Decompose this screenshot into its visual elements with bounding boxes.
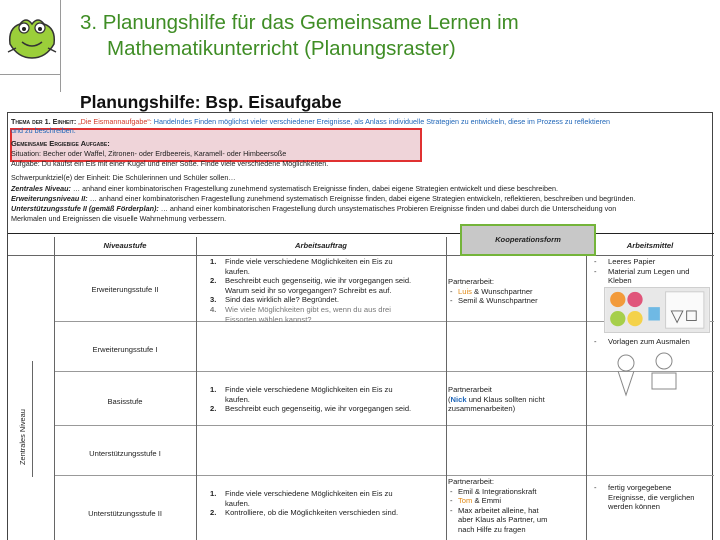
aufgabe-text: Aufgabe: Du kaufst ein Eis mit einer Kugel und einer Soße. Finde viele verschiedene Möglichkeiten.: [11, 159, 329, 168]
header-divider-vertical: [60, 0, 61, 92]
material-item: Kleben: [608, 276, 632, 286]
task-item: 4. Wie viele Möglichkeiten gibt es, wenn du aus drei Eissorten wählen kannst?: [210, 304, 391, 324]
situation-text: Situation: Becher oder Waffel, Zitronen- oder Erdbeereis, Karamell- oder Himbeersoße: [11, 149, 287, 158]
title-line-1: 3. Planungshilfe für das Gemeinsame Lernen im: [80, 11, 519, 34]
header-arbeitsmittel: Arbeitsmittel: [626, 241, 674, 250]
coop-title: Partnerarbeit:: [448, 277, 495, 286]
aufgabe-label: Gemeinsame Ergiebige Aufgabe:: [11, 139, 110, 148]
header-kooperationsform: Kooperationsform: [460, 224, 596, 256]
task-item: 1. Finde viele verschiedene Möglichkeiten ein Eis zu kaufen.: [210, 489, 393, 508]
erweiterung-line: [11, 194, 635, 203]
task-item: 1. Finde viele verschiedene Möglichkeiten ein Eis zu kaufen.: [210, 257, 393, 276]
row1-tasks: [210, 257, 446, 324]
planning-table: [8, 237, 714, 540]
row5-materials: [592, 483, 712, 512]
erweiterung-label: Erweiterungsniveau II:: [11, 194, 88, 203]
unterstuetzung-label: Unterstützungsstufe II (gemäß Förderplan):: [11, 204, 159, 213]
title-line-2: Mathematikunterricht (Planungsraster): [107, 37, 456, 60]
coop-title: Partnerarbeit: [448, 385, 492, 394]
material-item: Ereignisse, die verglichen: [608, 492, 695, 502]
unterstuetzung-text-2: Merkmalen und Ereignissen die visuelle Wahrnehmung verbessern.: [11, 214, 227, 223]
unterstuetzung-text: … anhand einer kombinatorischen Fragestellung durch unsystematisches Probieren Ereignisse finden und dabei durch die Unterscheidung von: [160, 204, 617, 213]
level-erweiterungsstufe-2: Erweiterungsstufe II: [91, 285, 159, 294]
task-item: 2. Kontrolliere, ob die Möglichkeiten verschieden sind.: [210, 508, 399, 518]
row1-materials: [592, 257, 712, 286]
level-unterstuetzungsstufe-2: Unterstützungsstufe II: [88, 509, 162, 518]
coop-note: nach Hilfe zu fragen: [458, 524, 526, 534]
task-item: 3. Sind das wirklich alle? Begründet.: [210, 295, 339, 305]
material-item: - Vorlagen zum Ausmalen: [592, 337, 712, 347]
zentral-text: … anhand einer kombinatorischen Fragestellung zunehmend systematisch Ereignisse finden, dabei eigene Strategien entwickelt und diese beschreiben.: [72, 184, 558, 193]
row3-tasks: [210, 385, 446, 414]
thema-name: „Die Eismannaufgabe“:: [78, 117, 152, 126]
level-basisstufe: Basisstufe: [107, 397, 143, 406]
material-photo: [604, 287, 710, 333]
coop-item: - Tom & Emmi: [448, 496, 584, 506]
zentral-line: [11, 184, 558, 193]
task-item: 1. Finde viele verschiedene Möglichkeiten ein Eis zu kaufen.: [210, 385, 393, 404]
planning-document: [7, 112, 713, 540]
thema-text: Handelndes Finden möglichst vieler verschiedener Ereignisse, als Anlass individuelle Strategien zu entwickeln, diese im Prozess zu reflektieren: [153, 117, 610, 126]
slide-subtitle: Planungshilfe: Bsp. Eisaufgabe: [80, 92, 342, 112]
zentral-label: Zentrales Niveau:: [11, 184, 71, 193]
row1-cooperation: [448, 277, 584, 306]
level-erweiterungsstufe-1: Erweiterungsstufe I: [92, 345, 158, 354]
coop-note: aber Klaus als Partner, um: [458, 515, 548, 525]
task-item: 2. Beschreibt euch gegenseitig, wie ihr vorgegangen seid.: [210, 404, 412, 414]
erweiterung-text: … anhand einer kombinatorischen Fragestellung zunehmend systematisch Ereignisse finden, dabei eigene Strategien entwickeln, reflektieren, beschreiben und begründen.: [89, 194, 636, 203]
unterstuetzung-line: [11, 204, 616, 213]
thema-text-2: und zu beschreiben.: [11, 126, 76, 135]
coop-item: - Max arbeitet alleine, hat: [448, 506, 584, 516]
slide-title: [80, 10, 710, 62]
coop-item: - Emil & Integrationskraft: [448, 487, 584, 497]
material-item: - Leeres Papier: [592, 257, 712, 267]
material-item: werden können: [608, 502, 660, 512]
coop-note: zusammenarbeiten): [448, 404, 516, 414]
row5-cooperation: [448, 477, 584, 535]
thema-label: Thema der 1. Einheit:: [11, 117, 77, 126]
material-item: - fertig vorgegebene: [592, 483, 712, 493]
coop-title: Partnerarbeit:: [448, 477, 495, 486]
header-divider-horizontal: [0, 74, 60, 75]
zentrales-niveau-label: Zentrales Niveau: [18, 409, 27, 465]
frog-logo-icon: [6, 14, 58, 60]
task-item: 2. Beschreibt euch gegenseitig, wie ihr vorgegangen seid. Warum seid ihr so vorgegangen? Schreibt es auf.: [210, 276, 412, 295]
coop-item: - Luis & Wunschpartner: [448, 287, 584, 297]
level-unterstuetzungsstufe-1: Unterstützungsstufe I: [89, 449, 161, 458]
row5-tasks: [210, 489, 446, 518]
row3-cooperation: [448, 385, 584, 414]
header-arbeitsauftrag: Arbeitsauftrag: [295, 241, 347, 250]
schwerpunkt-text: Schwerpunktziel(e) der Einheit: Die Schülerinnen und Schüler sollen…: [11, 173, 236, 182]
coop-item: - Semil & Wunschpartner: [448, 296, 584, 306]
header-niveaustufe: Niveaustufe: [103, 241, 147, 250]
material-item: - Material zum Legen und: [592, 267, 712, 277]
coloring-template-icon: [606, 351, 690, 405]
coop-note: (Nick und Klaus sollten nicht: [448, 394, 545, 404]
row2-materials: [592, 337, 712, 347]
thema-line: [11, 117, 610, 126]
